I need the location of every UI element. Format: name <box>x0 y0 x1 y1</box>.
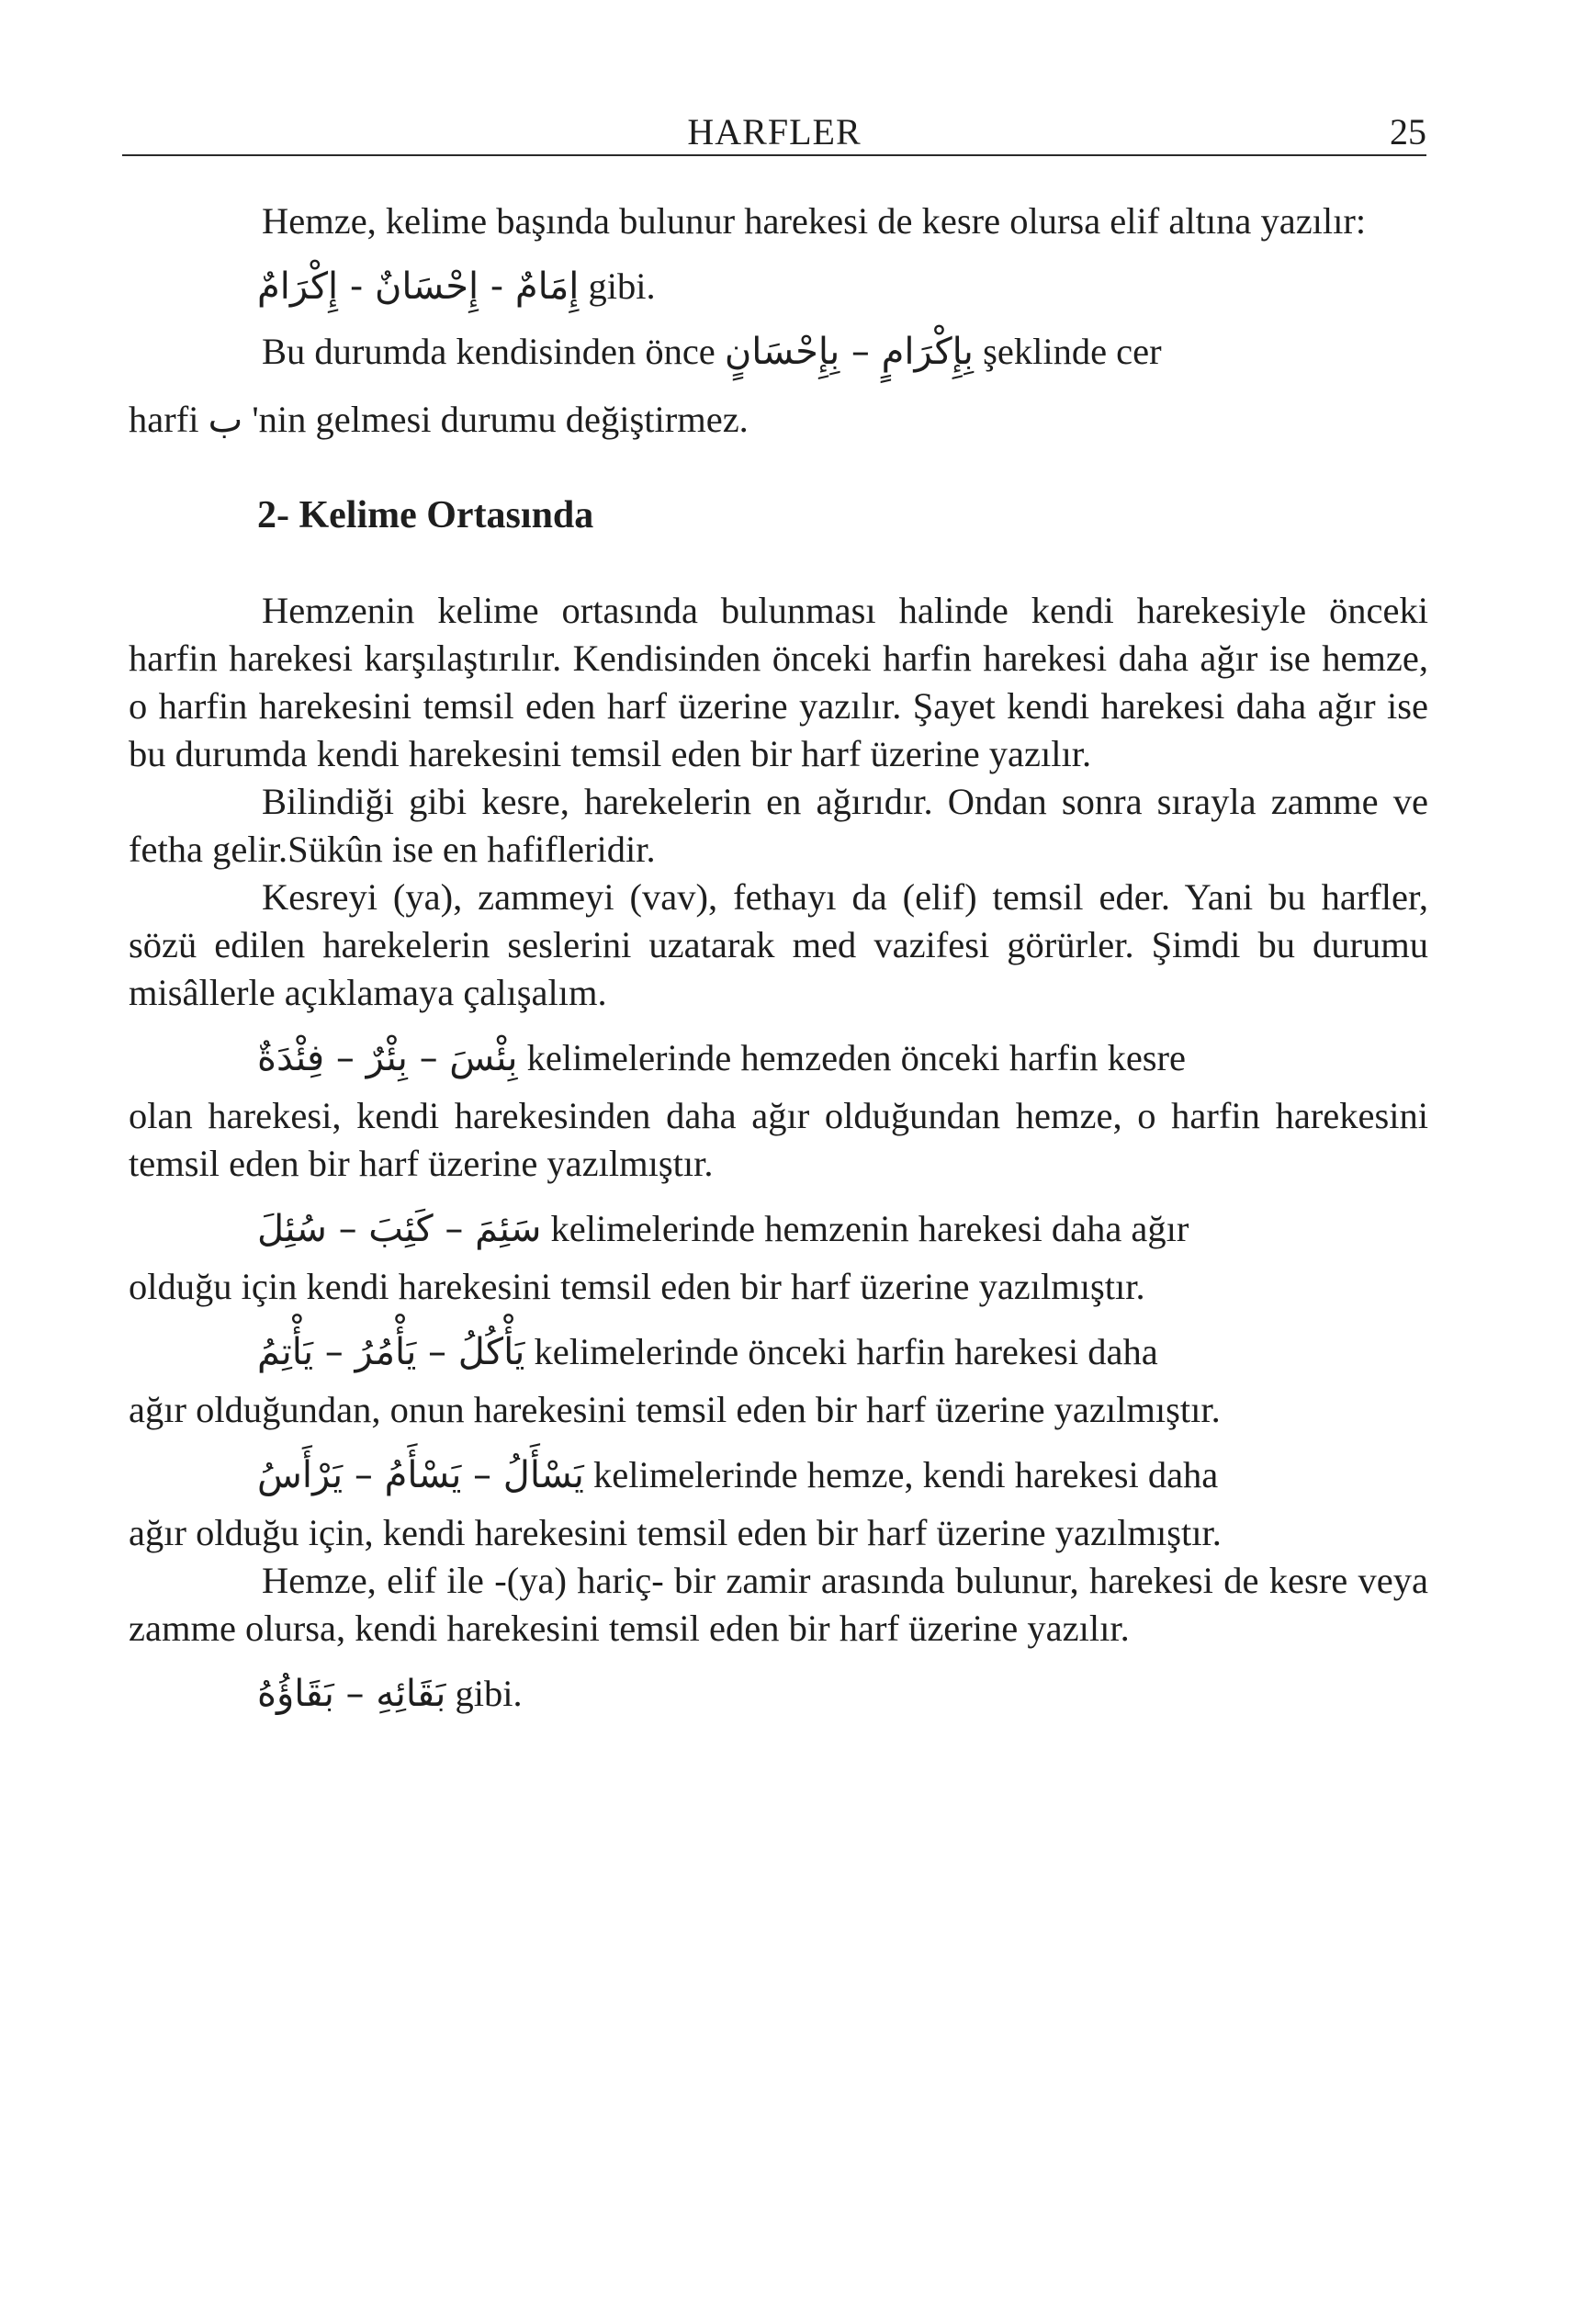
example-3-text: kelimelerinde hemzenin harekesi daha ağır <box>541 1208 1189 1249</box>
example-4-text: kelimelerinde önceki harfin harekesi daha <box>524 1331 1158 1372</box>
running-title: HARFLER <box>687 111 862 152</box>
header-rule <box>122 154 1426 156</box>
example-5 <box>129 1447 1428 1504</box>
page-number: 25 <box>1390 111 1426 152</box>
example-6 <box>129 1665 1428 1722</box>
example-3 <box>129 1201 1428 1258</box>
paragraph-2-continuation <box>129 396 1428 444</box>
paragraph-6: Hemze, elif ile -(ya) hariç- bir zamir arasında bulunur, harekesi de kesre veya zamme olursa, kendi harekesini temsil eden bir harf üzerine yazılır. <box>129 1560 1428 1649</box>
arabic-example-1: إِمَامٌ - إِحْسَانٌ - إِكْرَامٌ <box>257 265 580 308</box>
example-4 <box>129 1324 1428 1381</box>
arabic-example-3: سَئِمَ – كَئِبَ – سُئِلَ <box>257 1208 542 1250</box>
arabic-example-4: يَأْكُلُ – يَأْمُرُ – يَأْتِمُ <box>257 1331 525 1373</box>
arabic-example-5: يَسْأَلُ – يَسْأَمُ – يَرْأَسُ <box>257 1454 584 1496</box>
arabic-letter-ba: ب <box>208 399 243 441</box>
example-1-suffix: gibi. <box>579 265 656 307</box>
paragraph-2-cont-suffix: 'nin gelmesi durumu değiştirmez. <box>242 399 749 440</box>
arabic-inline-2: بِإِكْرَامٍ – بِإِحْسَانٍ <box>724 331 974 373</box>
arabic-example-2: بِئْسَ – بِئْرٌ – فِئْدَةٌ <box>257 1037 518 1079</box>
paragraph-3: Hemzenin kelime ortasında bulunması halinde kendi harekesiyle önceki harfin harekesi karşılaştırılır. Kendisinden önceki harfin harekesi daha ağır ise hemze, o harfin harekesini temsil eden harf üzerine yazılır. Şayet kendi harekesi daha ağır ise bu durumda kendi harekesini temsil eden bir harf üzerine yazılır. <box>129 590 1428 774</box>
example-6-suffix: gibi. <box>445 1673 523 1714</box>
example-1 <box>129 258 1428 315</box>
page-body <box>129 197 1428 1735</box>
example-2-text: kelimelerinde hemzeden önceki harfin kesre <box>517 1037 1187 1078</box>
paragraph-2 <box>129 328 1428 376</box>
example-2 <box>129 1030 1428 1087</box>
paragraph-5: Kesreyi (ya), zammeyi (vav), fethayı da (elif) temsil eder. Yani bu harfler, sözü edilen harekelerin seslerini uzatarak med vazifesi görürler. Şimdi bu durumu misâllerle açıklamaya çalışalım. <box>129 876 1428 1013</box>
paragraph-2-prefix: Bu durumda kendisinden önce <box>262 331 725 372</box>
paragraph-2-suffix: şeklinde cer <box>973 331 1162 372</box>
example-5-text: kelimelerinde hemze, kendi harekesi daha <box>583 1454 1219 1495</box>
section-heading: 2- Kelime Ortasında <box>257 494 594 536</box>
paragraph-2-cont-prefix: harfi <box>129 399 208 440</box>
example-2-explanation: olan harekesi, kendi harekesinden daha ağır olduğundan hemze, o harfin harekesini temsil eden bir harf üzerine yazılmıştır. <box>129 1095 1428 1184</box>
example-5-explanation: ağır olduğu için, kendi harekesini temsil eden bir harf üzerine yazılmıştır. <box>129 1512 1222 1553</box>
paragraph-4: Bilindiği gibi kesre, harekelerin en ağırıdır. Ondan sonra sırayla zamme ve fetha gelir.Sükûn ise en hafifleridir. <box>129 781 1428 870</box>
example-4-explanation: ağır olduğundan, onun harekesini temsil eden bir harf üzerine yazılmıştır. <box>129 1389 1221 1430</box>
paragraph-1: Hemze, kelime başında bulunur harekesi de kesre olursa elif altına yazılır: <box>262 200 1367 242</box>
arabic-example-6: بَقَائِهِ – بَقَاؤُهُ <box>257 1673 446 1715</box>
page-header <box>122 103 1426 156</box>
example-3-explanation: olduğu için kendi harekesini temsil eden bir harf üzerine yazılmıştır. <box>129 1266 1145 1307</box>
